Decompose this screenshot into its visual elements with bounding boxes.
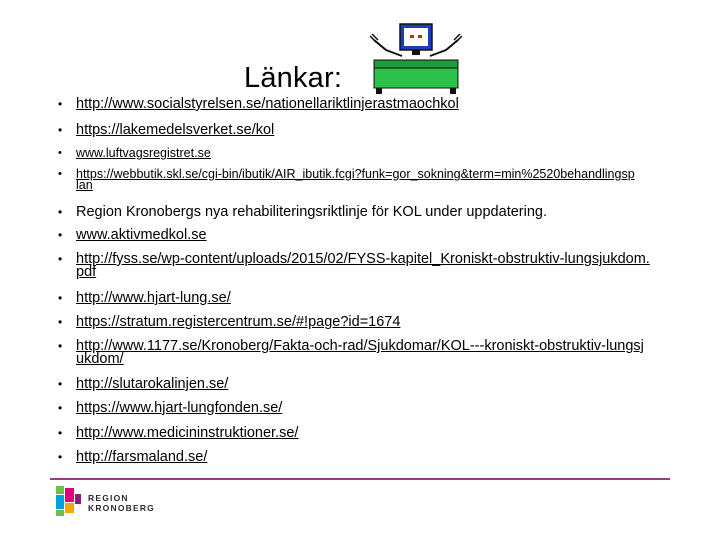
bullet: • (58, 205, 63, 219)
link-aktivmedkol[interactable]: www.aktivmedkol.se (76, 227, 207, 243)
link-luftvagsregistret[interactable]: www.luftvagsregistret.se (76, 146, 211, 160)
bullet: • (58, 252, 63, 266)
bullet: • (58, 426, 63, 440)
link-hjart-lungfonden[interactable]: https://www.hjart-lungfonden.se/ (76, 400, 283, 416)
bullet: • (58, 97, 63, 111)
logo-line1: REGION (88, 493, 129, 503)
link-fyss[interactable]: http://fyss.se/wp-content/uploads/2015/02/FYSS-kapitel_Kroniskt-obstruktiv-lungsjukdom.pdf (76, 251, 650, 280)
computer-user-clipart-icon (366, 18, 466, 94)
link-webbutik-skl[interactable]: https://webbutik.skl.se/cgi-bin/ibutik/AIR_ibutik.fcgi?funk=gor_sokning&term=min%2520behandlingsplan (76, 167, 635, 192)
bullet: • (58, 168, 62, 180)
link-socialstyrelsen[interactable]: http://www.socialstyrelsen.se/nationellariktlinjerastmaochkol (76, 96, 459, 112)
bullet: • (58, 228, 63, 242)
bullet: • (58, 123, 63, 137)
link-stratum[interactable]: https://stratum.registercentrum.se/#!page?id=1674 (76, 314, 401, 330)
bullet: • (58, 339, 63, 353)
bullet: • (58, 450, 63, 464)
link-medicininstruktioner[interactable]: http://www.medicininstruktioner.se/ (76, 425, 299, 441)
link-slutarokalinjen[interactable]: http://slutarokalinjen.se/ (76, 376, 229, 392)
slide-title: Länkar: (244, 62, 343, 94)
logo-line2: KRONOBERG (88, 503, 155, 513)
bullet: • (58, 291, 63, 305)
logo-wordmark (88, 493, 155, 513)
rehab-guideline-note: Region Kronobergs nya rehabiliteringsriktlinje för KOL under uppdatering. (76, 204, 547, 220)
bullet: • (58, 147, 62, 159)
bullet: • (58, 377, 63, 391)
bullet: • (58, 315, 63, 329)
bullet: • (58, 401, 63, 415)
footer-divider (50, 478, 670, 480)
link-lakemedelsverket[interactable]: https://lakemedelsverket.se/kol (76, 122, 275, 138)
link-farsmaland[interactable]: http://farsmaland.se/ (76, 449, 208, 465)
link-hjart-lung[interactable]: http://www.hjart-lung.se/ (76, 290, 231, 306)
link-1177[interactable]: http://www.1177.se/Kronoberg/Fakta-och-rad/Sjukdomar/KOL---kroniskt-obstruktiv-lungsjukdom/ (76, 338, 644, 367)
